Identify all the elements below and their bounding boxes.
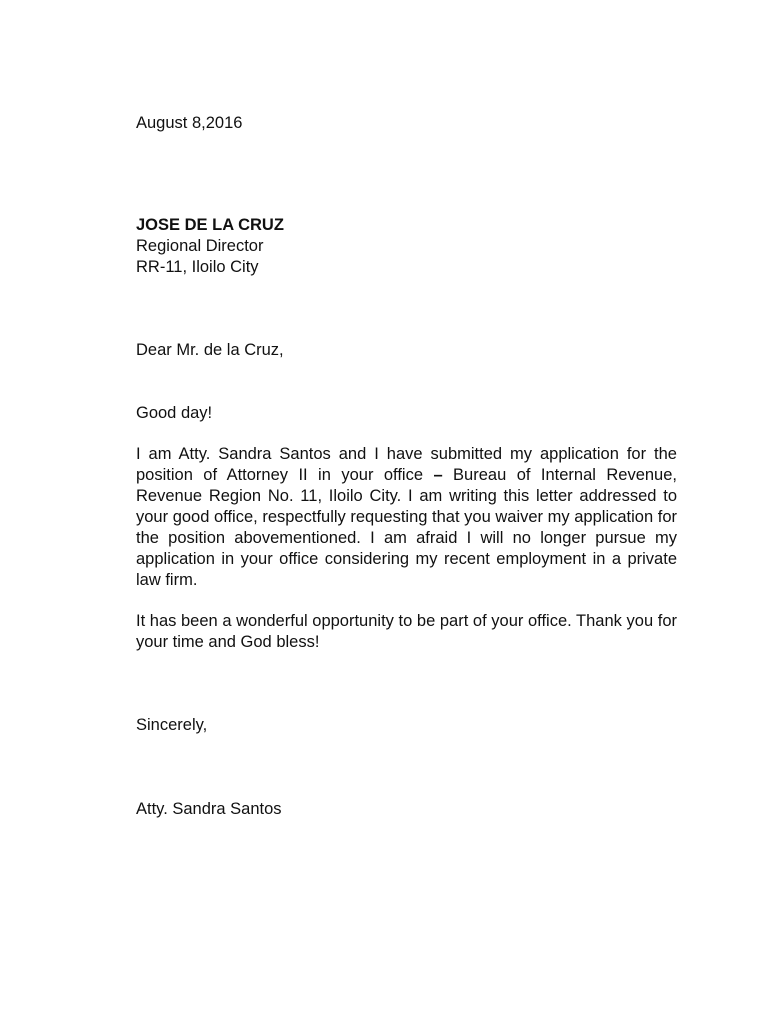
- body-paragraph-1-part-2: Bureau of Internal Revenue, Revenue Region No. 11, Iloilo City. I am writing this letter addressed to your good office, respectfully requesting that you waiver my application for the position abovementioned. I am afraid I will no longer pursue my application in your office considering my recent employment in a private law firm.: [136, 466, 677, 589]
- body-paragraph-1: [136, 444, 677, 591]
- body-paragraph-2: It has been a wonderful opportunity to be part of your office. Thank you for your time and God bless!: [136, 612, 677, 651]
- recipient-address: RR-11, Iloilo City: [136, 258, 259, 276]
- greeting: Good day!: [136, 404, 213, 422]
- body-paragraph-1-part-1: I am Atty. Sandra Santos and I have submitted my application for the position of Attorney II in your office: [136, 445, 677, 484]
- recipient-title: Regional Director: [136, 237, 264, 255]
- body-paragraph-1-dash: –: [433, 466, 443, 484]
- letter-date: August 8,2016: [136, 114, 243, 132]
- closing: Sincerely,: [136, 716, 208, 734]
- recipient-block: [136, 215, 677, 278]
- signature: Atty. Sandra Santos: [136, 800, 282, 818]
- salutation: Dear Mr. de la Cruz,: [136, 341, 284, 359]
- recipient-name: JOSE DE LA CRUZ: [136, 216, 284, 234]
